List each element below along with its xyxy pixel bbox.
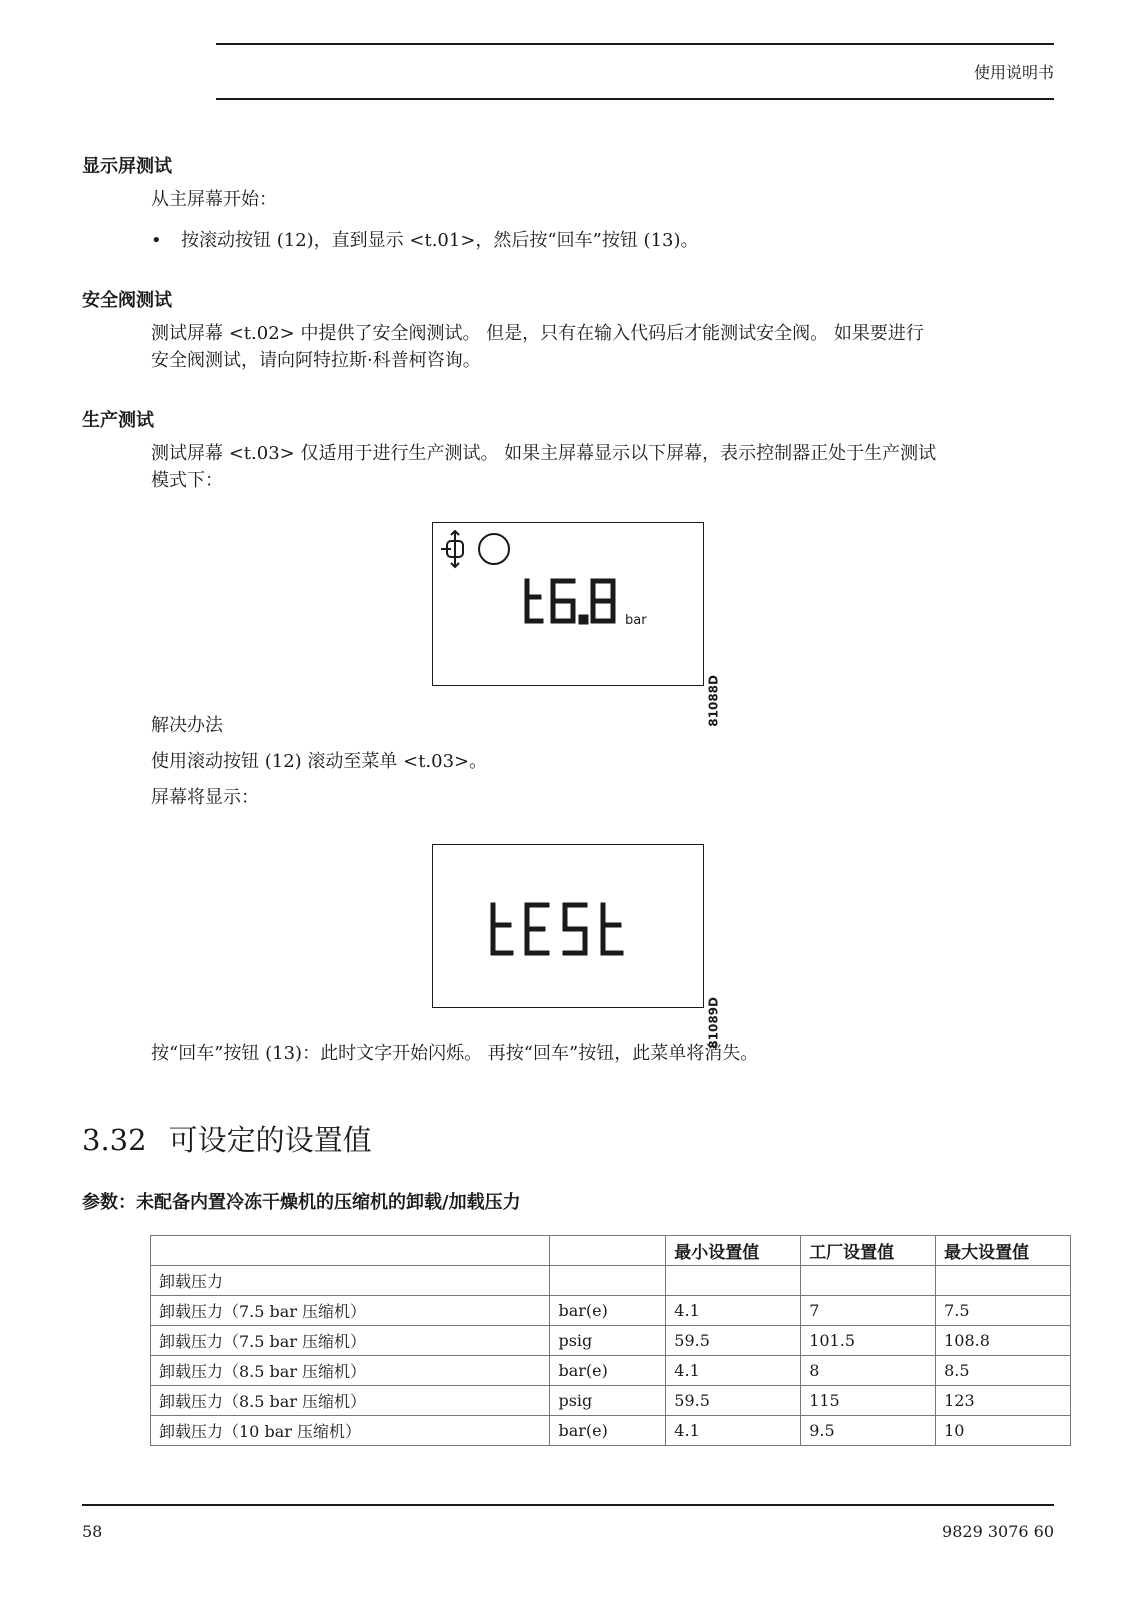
production-test-line-1: 测试屏幕 <t.03> 仅适用于进行生产测试。 如果主屏幕显示以下屏幕，表示控制器正处于生产测试 (151, 443, 937, 464)
table-cell: 卸载压力（8.5 bar 压缩机） (151, 1356, 550, 1386)
header-rule-bottom (216, 98, 1054, 100)
table-cell: 59.5 (666, 1386, 801, 1416)
table-row (151, 1296, 1071, 1326)
table-header-row (151, 1236, 1071, 1266)
table-cell: 7 (801, 1296, 936, 1326)
bullet-dot: • (151, 230, 162, 251)
table-cell: 4.1 (666, 1356, 801, 1386)
table-cell: 4.1 (666, 1416, 801, 1446)
table-cell: 108.8 (936, 1326, 1071, 1356)
table-cell: 59.5 (666, 1326, 801, 1356)
section-title-text: 可设定的设置值 (168, 1123, 372, 1157)
valve-test-heading: 安全阀测试 (82, 290, 172, 311)
table-cell: 卸载压力 (151, 1266, 550, 1296)
header-title: 使用说明书 (973, 63, 1054, 82)
figure-2-code: 81089D (707, 997, 721, 1049)
display-test-heading: 显示屏测试 (82, 156, 172, 177)
table-cell: bar(e) (550, 1356, 666, 1386)
table-header-cell (151, 1236, 550, 1266)
table-cell: bar(e) (550, 1416, 666, 1446)
section-title (82, 1118, 372, 1159)
lcd-figure-1-drawing (433, 523, 703, 685)
lcd-figure-production-mode (432, 522, 721, 727)
lcd-figure-2-drawing (433, 845, 703, 1007)
header-rule-top (216, 43, 1054, 45)
final-instruction: 按“回车”按钮 (13)：此时文字开始闪烁。 再按“回车”按钮，此菜单将消失。 (151, 1043, 759, 1064)
table-cell: 4.1 (666, 1296, 801, 1326)
table-cell: 卸载压力（7.5 bar 压缩机） (151, 1296, 550, 1326)
table-cell: 101.5 (801, 1326, 936, 1356)
table-cell: 10 (936, 1416, 1071, 1446)
solution-text: 使用滚动按钮 (12) 滚动至菜单 <t.03>。 (151, 751, 488, 772)
table-cell: 123 (936, 1386, 1071, 1416)
table-row (151, 1356, 1071, 1386)
table-row (151, 1386, 1071, 1416)
table-row (151, 1326, 1071, 1356)
table-row (151, 1266, 1071, 1296)
table-cell: 7.5 (936, 1296, 1071, 1326)
compressor-symbol-icon (441, 531, 463, 567)
table-cell: 9.5 (801, 1416, 936, 1446)
parameter-title: 参数：未配备内置冷冻干燥机的压缩机的卸载/加载压力 (82, 1192, 521, 1213)
table-cell: 8 (801, 1356, 936, 1386)
display-test-intro: 从主屏幕开始： (151, 189, 277, 210)
page-number: 58 (82, 1522, 103, 1541)
table-cell: 卸载压力（7.5 bar 压缩机） (151, 1326, 550, 1356)
table-cell (550, 1266, 666, 1296)
footer-rule (82, 1504, 1054, 1506)
table-cell: 卸载压力（10 bar 压缩机） (151, 1416, 550, 1446)
table-cell: 8.5 (936, 1356, 1071, 1386)
section-number: 3.32 (82, 1123, 147, 1157)
display-test-bullet (151, 226, 699, 252)
lcd-digits-test (493, 905, 621, 953)
settings-table (150, 1235, 1071, 1446)
display-test-bullet-text: 按滚动按钮 (12)，直到显示 <t.01>，然后按“回车”按钮 (13)。 (181, 230, 699, 251)
lcd-digits-t68 (527, 581, 613, 622)
lcd-unit-label: bar (625, 613, 647, 628)
table-cell (801, 1266, 936, 1296)
table-header-cell: 工厂设置值 (801, 1236, 936, 1266)
table-cell: psig (550, 1386, 666, 1416)
status-circle-icon (479, 534, 509, 564)
table-header-cell: 最小设置值 (666, 1236, 801, 1266)
table-header-cell (550, 1236, 666, 1266)
valve-test-line-2: 安全阀测试，请向阿特拉斯·科普柯咨询。 (151, 350, 481, 371)
table-cell (936, 1266, 1071, 1296)
table-cell: bar(e) (550, 1296, 666, 1326)
screen-shows-text: 屏幕将显示： (151, 787, 259, 808)
lcd-figure-test (432, 844, 721, 1049)
production-test-heading: 生产测试 (82, 410, 154, 431)
valve-test-line-1: 测试屏幕 <t.02> 中提供了安全阀测试。 但是，只有在输入代码后才能测试安全阀。 如果要进行 (151, 323, 924, 344)
table-cell: 卸载压力（8.5 bar 压缩机） (151, 1386, 550, 1416)
figure-1-code: 81088D (707, 675, 721, 727)
solution-label: 解决办法 (151, 715, 223, 736)
table-header-cell: 最大设置值 (936, 1236, 1071, 1266)
production-test-line-2: 模式下： (151, 470, 223, 491)
document-number: 9829 3076 60 (942, 1522, 1054, 1541)
table-cell: psig (550, 1326, 666, 1356)
table-row (151, 1416, 1071, 1446)
table-cell: 115 (801, 1386, 936, 1416)
table-cell (666, 1266, 801, 1296)
